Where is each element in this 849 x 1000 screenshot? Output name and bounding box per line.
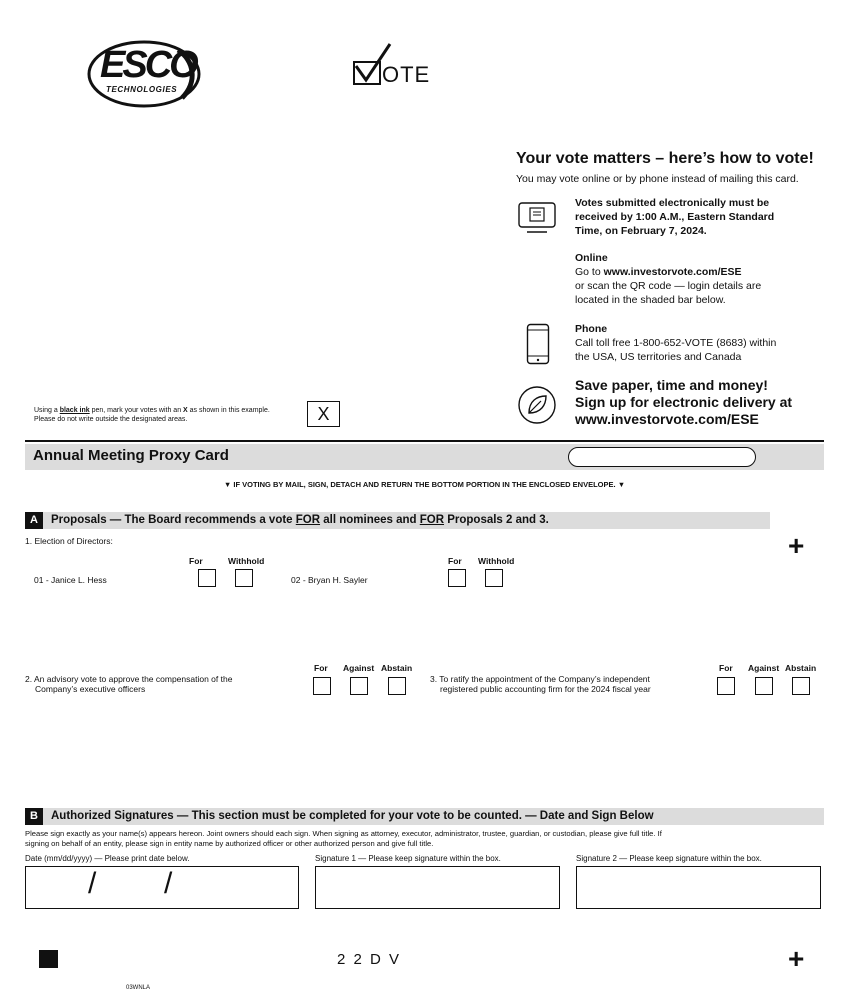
footer-small-code: 03WNLA xyxy=(126,985,151,991)
proposal-3-label: 3. To ratify the appointment of the Company’s independent registered public accounting firm for the 2024 fiscal year xyxy=(430,674,651,694)
vote-online: Online Go to www.investorvote.com/ESE or scan the QR code — login details are located in the shaded bar below. xyxy=(575,252,762,306)
esco-logo-subtext: TECHNOLOGIES xyxy=(106,85,178,94)
nominee-02-withhold-checkbox[interactable] xyxy=(485,569,503,587)
proposal-3-against-checkbox[interactable] xyxy=(755,677,773,695)
nominee-01: 01 - Janice L. Hess xyxy=(34,575,107,585)
signature-2-label: Signature 2 — Please keep signature within the box. xyxy=(576,854,762,863)
signature-1-field[interactable] xyxy=(315,866,560,909)
section-b-title: Authorized Signatures — This section must be completed for your vote to be counted. — Date and Sign Below xyxy=(51,810,654,822)
col-for-2: For xyxy=(448,556,462,566)
election-label: 1. Election of Directors: xyxy=(25,536,113,546)
computer-icon xyxy=(517,201,557,240)
nominee-02: 02 - Bryan H. Sayler xyxy=(291,575,368,585)
esco-logo-text: ESCO xyxy=(100,44,196,86)
proposal-2-abstain-checkbox[interactable] xyxy=(388,677,406,695)
section-a-letter: A xyxy=(25,512,43,529)
date-slash-2: / xyxy=(164,867,173,900)
col-withhold-1: Withhold xyxy=(228,556,265,566)
vote-paperless: Save paper, time and money! Sign up for electronic delivery at www.investorvote.com/ESE xyxy=(575,377,793,427)
registration-plus-bottom: + xyxy=(788,943,805,974)
phone-icon xyxy=(526,323,550,370)
vote-heading: Your vote matters – here’s how to vote! xyxy=(516,150,814,167)
header-title: Annual Meeting Proxy Card xyxy=(33,447,229,464)
leaf-icon xyxy=(517,385,557,430)
p2-col-for: For xyxy=(314,663,328,673)
detach-notice: ▼ IF VOTING BY MAIL, SIGN, DETACH AND RETURN THE BOTTOM PORTION IN THE ENCLOSED ENVELOPE. ▼ xyxy=(223,480,626,489)
proposal-2-against-checkbox[interactable] xyxy=(350,677,368,695)
date-field[interactable] xyxy=(25,866,299,909)
proposal-3-abstain-checkbox[interactable] xyxy=(792,677,810,695)
section-b-letter: B xyxy=(25,808,43,825)
vote-logo-text: OTE xyxy=(382,62,431,87)
registration-plus-top: + xyxy=(788,530,805,561)
control-number-field[interactable] xyxy=(568,447,756,467)
paperless-url-link[interactable]: www.investorvote.com/ESE xyxy=(575,411,759,427)
nominee-01-for-checkbox[interactable] xyxy=(198,569,216,587)
signature-instructions: Please sign exactly as your name(s) appears hereon. Joint owners should each sign. When signing as attorney, executor, administrator, trustee, guardian, or custodian, please give full title. If signing on behalf of an entity, please sign in entity name by authorized officer or other authorized person and give full title. xyxy=(25,829,662,848)
header-rule xyxy=(25,440,824,442)
proposal-2-label: 2. An advisory vote to approve the compensation of the Company’s executive officers xyxy=(25,674,233,694)
nominee-01-withhold-checkbox[interactable] xyxy=(235,569,253,587)
p3-col-against: Against xyxy=(748,663,780,673)
vote-subheading: You may vote online or by phone instead of mailing this card. xyxy=(516,173,799,185)
esco-logo xyxy=(86,38,202,110)
nominee-02-for-checkbox[interactable] xyxy=(448,569,466,587)
p2-col-abstain: Abstain xyxy=(381,663,413,673)
vote-logo xyxy=(352,42,442,92)
online-url-link[interactable]: www.investorvote.com/ESE xyxy=(603,266,742,278)
proposal-2-for-checkbox[interactable] xyxy=(313,677,331,695)
registration-square xyxy=(39,950,58,968)
example-x-mark: X xyxy=(317,404,330,424)
footer-code: 2 2 D V xyxy=(337,951,402,968)
col-withhold-2: Withhold xyxy=(478,556,515,566)
col-for-1: For xyxy=(189,556,203,566)
section-a-title: Proposals — The Board recommends a vote FOR all nominees and FOR Proposals 2 and 3. xyxy=(51,514,549,526)
p3-col-abstain: Abstain xyxy=(785,663,817,673)
date-label: Date (mm/dd/yyyy) — Please print date below. xyxy=(25,854,190,863)
example-mark-box xyxy=(307,401,340,427)
proposal-3-for-checkbox[interactable] xyxy=(717,677,735,695)
vote-deadline: Votes submitted electronically must be received by 1:00 A.M., Eastern Standard Time, on February 7, 2024. xyxy=(575,197,775,237)
signature-1-label: Signature 1 — Please keep signature within the box. xyxy=(315,854,501,863)
vote-phone: Phone Call toll free 1-800-652-VOTE (8683) within the USA, US territories and Canada xyxy=(575,323,777,363)
p3-col-for: For xyxy=(719,663,733,673)
p2-col-against: Against xyxy=(343,663,375,673)
marking-instructions: Using a black ink pen, mark your votes with an X as shown in this example. Please do not write outside the designated areas. xyxy=(34,407,270,423)
date-slash-1: / xyxy=(88,867,97,900)
signature-2-field[interactable] xyxy=(576,866,821,909)
